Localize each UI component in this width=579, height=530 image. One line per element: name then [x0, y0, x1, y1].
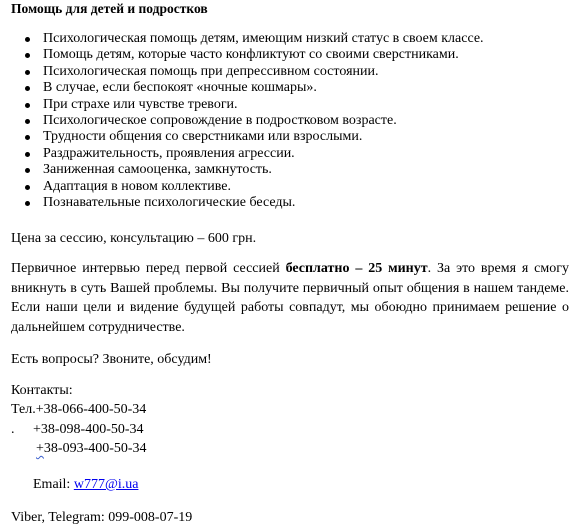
phone-1: Тел.+38-066-400-50-34 — [11, 402, 147, 417]
intro-paragraph: Первичное интервью перед первой сессией бесплатно – 25 минут. За это время я смогу вникнуть в суть Вашей проблемы. Вы получите первичный опыт общения в нашем тандеме. Если наши цели и видение будущей работы совпадут, мы обоюдно принимаем решение о дальнейшем сотрудничестве. — [11, 261, 569, 335]
email-link[interactable]: w777@i.ua — [73, 477, 139, 492]
list-item: Психологическая помощь детям, имеющим низкий статус в своем классе. — [0, 31, 560, 47]
messengers-line: Viber, Telegram: 099-008-07-19 — [11, 510, 193, 525]
bullet-icon — [25, 103, 30, 108]
bullet-icon — [25, 86, 30, 91]
bullet-icon — [25, 168, 30, 173]
phone-2: . +38-098-400-50-34 — [11, 422, 144, 437]
question-paragraph: Есть вопросы? Звоните, обсудим! — [11, 352, 212, 367]
price-paragraph: Цена за сессию, консультацию – 600 грн. — [11, 231, 257, 246]
bullet-icon — [25, 70, 30, 75]
list-item: Психологическая помощь при депрессивном состоянии. — [0, 64, 560, 80]
bullet-icon — [25, 37, 30, 42]
list-item: Психологическое сопровождение в подростковом возрасте. — [0, 113, 560, 129]
phone-3: +38-093-400-50-34 — [36, 441, 147, 456]
list-item: Трудности общения со сверстниками или взрослыми. — [0, 129, 560, 145]
list-item: Познавательные психологические беседы. — [0, 195, 560, 211]
list-item: Раздражительность, проявления агрессии. — [0, 146, 560, 162]
email-line: Email: w777@i.ua — [33, 477, 139, 492]
list-item: Помощь детям, которые часто конфликтуют со своими сверстниками. — [0, 47, 560, 63]
page-title: Помощь для детей и подростков — [11, 1, 208, 16]
list-item: При страхе или чувстве тревоги. — [0, 97, 560, 113]
bullet-icon — [25, 152, 30, 157]
bullet-icon — [25, 201, 30, 206]
spellcheck-mark: + — [36, 441, 44, 456]
bullet-icon — [25, 119, 30, 124]
bullet-icon — [25, 135, 30, 140]
list-item: Адаптация в новом коллективе. — [0, 179, 560, 195]
contacts-label: Контакты: — [11, 383, 73, 398]
list-item: В случае, если беспокоят «ночные кошмары». — [0, 80, 560, 96]
services-list — [0, 31, 560, 211]
bullet-icon — [25, 53, 30, 58]
bullet-icon — [25, 185, 30, 190]
list-item: Заниженная самооценка, замкнутость. — [0, 162, 560, 178]
free-interview-highlight: бесплатно – 25 минут — [285, 261, 428, 276]
